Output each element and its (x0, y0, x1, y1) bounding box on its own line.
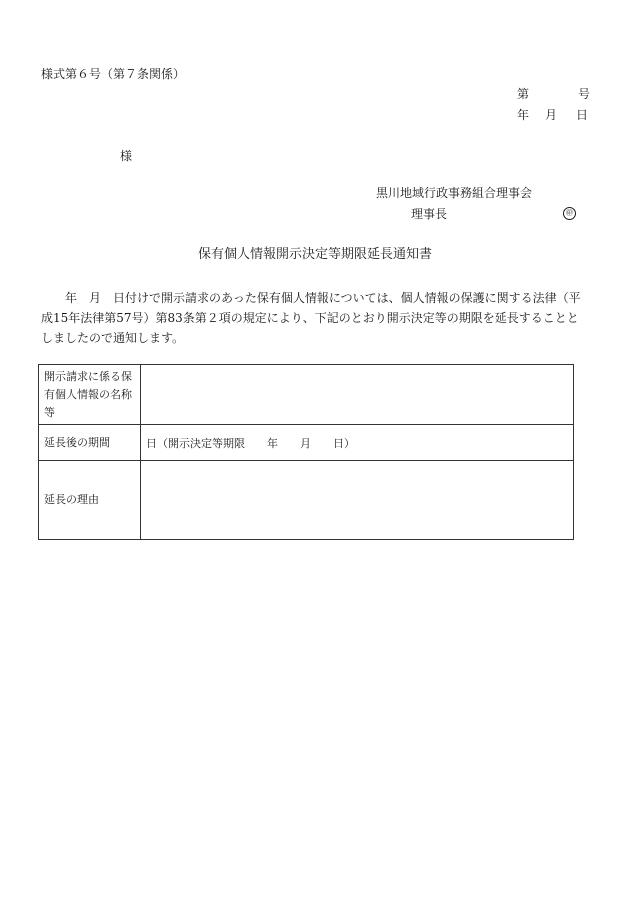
extension-period-label: 延長後の期間 (39, 425, 141, 461)
extension-reason-value (141, 461, 574, 540)
extension-reason-label: 延長の理由 (39, 461, 141, 540)
document-title: 保有個人情報開示決定等期限延長通知書 (197, 247, 432, 262)
issuer-title: 理事長 (411, 207, 448, 221)
extension-period-value: 日（開示決定等期限 年 月 日） (141, 425, 574, 461)
document-name-value (141, 365, 574, 425)
reference-number-suffix: 号 (578, 87, 591, 101)
recipient-honorific: 様 (120, 149, 133, 163)
notice-body: 年 月 日付けで開示請求のあった保有個人情報については、個人情報の保護に関する法律（平成15年法律第57号）第83条第２項の規定により、下記のとおり開示決定等の期限を延長することとしましたので通知します。 (41, 291, 581, 345)
issue-date-month-label: 月 (545, 108, 558, 122)
issue-date-year-label: 年 (517, 108, 530, 122)
details-table (38, 364, 574, 540)
table-row-extension-period (39, 425, 574, 461)
table-row-document-name (39, 365, 574, 425)
issuer-organization: 黒川地域行政事務組合理事会 (376, 186, 533, 200)
issue-date-day-label: 日 (576, 108, 589, 122)
seal-icon: ㊞ (563, 207, 576, 220)
form-number: 様式第６号（第７条関係） (41, 67, 186, 81)
table-row-extension-reason (39, 461, 574, 540)
reference-number-prefix: 第 (517, 87, 530, 101)
document-name-label: 開示請求に係る保有個人情報の名称等 (39, 365, 141, 425)
